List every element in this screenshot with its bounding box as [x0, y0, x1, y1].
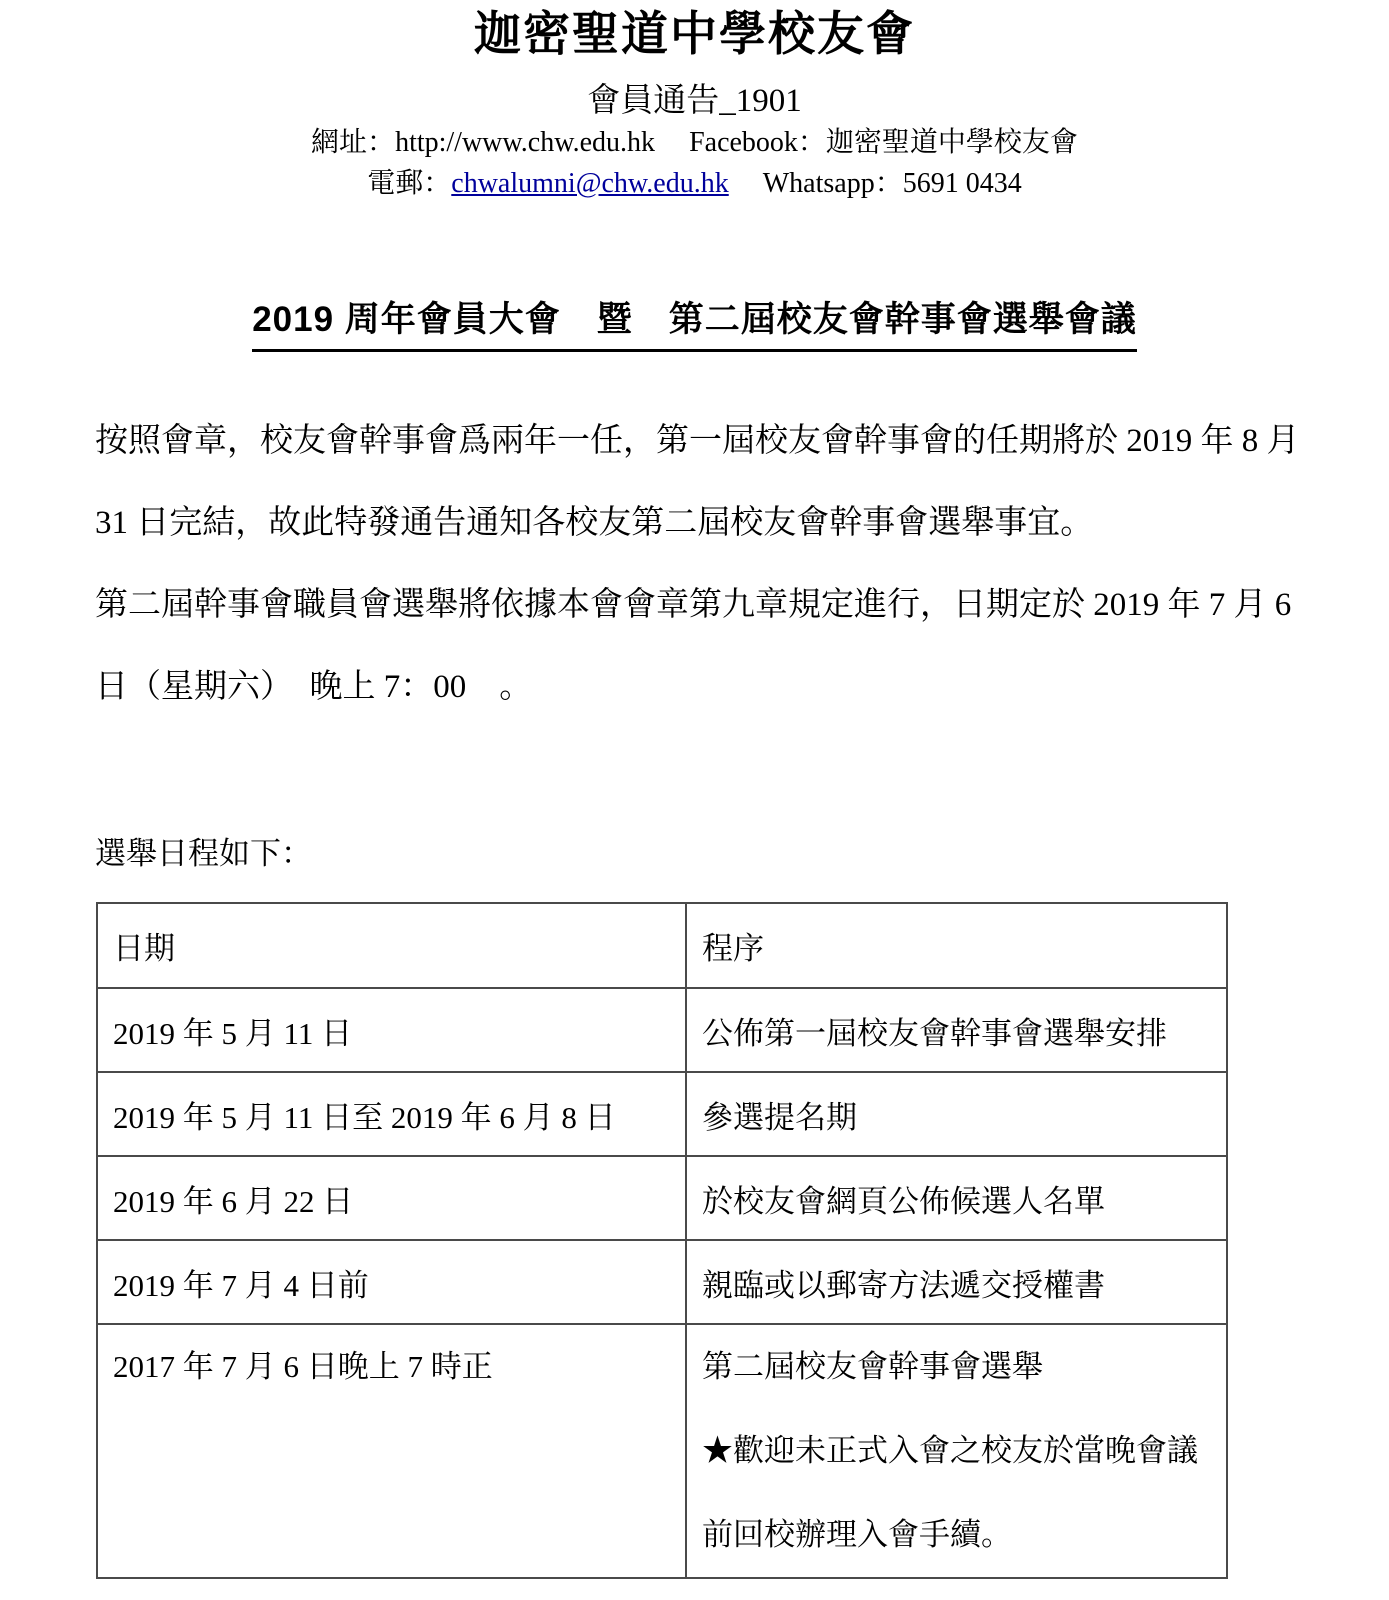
- paragraph-line: 日（星期六） 晚上 7：00 。: [95, 669, 533, 705]
- procedure-line: 參選提名期: [702, 1099, 857, 1135]
- contact-line-web: [0, 125, 1389, 161]
- schedule-intro: 選舉日程如下：: [95, 836, 312, 871]
- website-label: 網址：: [311, 127, 396, 158]
- facebook-name: 迦密聖道中學校友會: [825, 127, 1078, 158]
- column-header-date: 日期: [97, 903, 686, 988]
- procedure-line: 於校友會網頁公佈候選人名單: [702, 1183, 1105, 1219]
- page-title: 迦密聖道中學校友會: [474, 9, 915, 61]
- cell-procedure: [686, 1324, 1227, 1578]
- procedure-line: 前回校辦理入會手續。: [702, 1517, 1012, 1552]
- cell-date: 2017 年 7 月 6 日晚上 7 時正: [97, 1324, 686, 1578]
- table-header-row: [97, 903, 1227, 988]
- table-row: [97, 988, 1227, 1072]
- election-schedule-table: [96, 902, 1228, 1579]
- cell-procedure: [686, 988, 1227, 1072]
- cell-procedure: [686, 1240, 1227, 1324]
- facebook-label: Facebook：: [689, 127, 826, 158]
- cell-date: 2019 年 7 月 4 日前: [97, 1240, 686, 1324]
- whatsapp-number: 5691 0434: [902, 168, 1022, 199]
- table-row: [97, 1156, 1227, 1240]
- paragraph-line: 按照會章，校友會幹事會爲兩年一任，第一屆校友會幹事會的任期將於 2019 年 8 月: [95, 423, 1300, 459]
- table-row: [97, 1324, 1227, 1578]
- column-header-procedure: 程序: [686, 903, 1227, 988]
- contact-line-email: [0, 166, 1389, 202]
- table-row: [97, 1072, 1227, 1156]
- notice-number: 會員通告_1901: [587, 83, 802, 119]
- website-url: http://www.chw.edu.hk: [395, 127, 656, 158]
- whatsapp-label: Whatsapp：: [762, 168, 903, 199]
- email-label: 電郵：: [367, 168, 452, 199]
- body-paragraphs: [95, 400, 1299, 728]
- cell-date: 2019 年 5 月 11 日: [97, 988, 686, 1072]
- cell-procedure: [686, 1072, 1227, 1156]
- procedure-line: ★歡迎未正式入會之校友於當晚會議: [702, 1433, 1198, 1468]
- procedure-line: 親臨或以郵寄方法遞交授權書: [702, 1267, 1105, 1303]
- procedure-line: 公佈第一屆校友會幹事會選舉安排: [702, 1015, 1167, 1051]
- meeting-heading-text: 2019 周年會員大會 暨 第二屆校友會幹事會選舉會議: [252, 292, 1137, 352]
- cell-date: 2019 年 6 月 22 日: [97, 1156, 686, 1240]
- paragraph-line: 第二屆幹事會職員會選舉將依據本會會章第九章規定進行，日期定於 2019 年 7 月 6: [95, 587, 1292, 623]
- paragraph-line: 31 日完結，故此特發通告通知各校友第二屆校友會幹事會選舉事宜。: [95, 505, 1094, 541]
- cell-procedure: [686, 1156, 1227, 1240]
- table-row: [97, 1240, 1227, 1324]
- email-link[interactable]: chwalumni@chw.edu.hk: [451, 168, 729, 199]
- cell-date: 2019 年 5 月 11 日至 2019 年 6 月 8 日: [97, 1072, 686, 1156]
- procedure-line: 第二屆校友會幹事會選舉: [702, 1349, 1043, 1384]
- meeting-heading: [0, 292, 1389, 352]
